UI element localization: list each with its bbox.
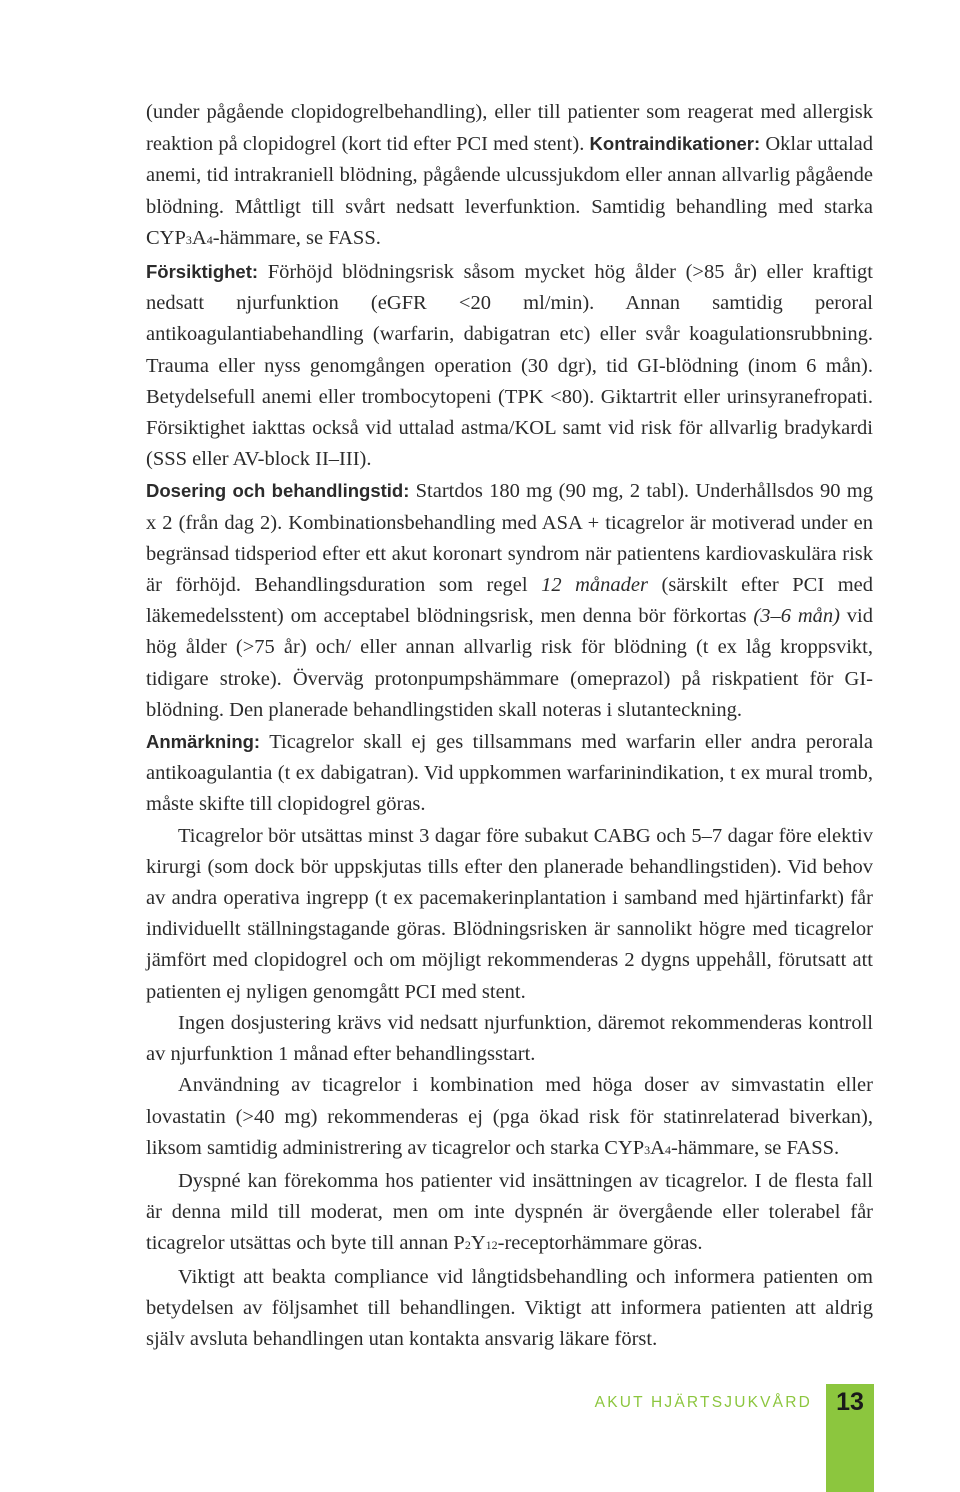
text-run: Användning av ticagrelor i kombination med höga doser av simvastatin eller lovastatin (>40 mg) rekommenderas ej (pga ökad risk för statinrelaterad biverkan), liksom samtidig administrering av ticagrelor och starka CYP — [146, 1074, 873, 1159]
paragraph — [146, 1262, 873, 1356]
text-run: Ticagrelor bör utsättas minst 3 dagar före subakut CABG och 5–7 dagar före elektiv kirurgi (som dock bör uppskjutas tills efter den planerade behandlingstiden). Vid behov av andra operativa ingrepp (t ex pacemakerinplantation i samband med hjärtinfarkt) får individuellt ställningstagande göras. Blödningsrisken är sannolikt högre med ticagrelor jämfört med clopidogrel och om möjligt rekommenderas 2 dygns uppehåll, förutsatt att patienten ej nyligen genomgått PCI med stent. — [146, 824, 873, 1003]
text-run: Viktigt att beakta compliance vid långtidsbehandling och informera patienten om betydelsen av följsamhet till behandlingen. Viktigt att informera patienten att aldrig själv avsluta behandlingen utan kontakta ansvarig läkare först. — [146, 1265, 873, 1350]
paragraph — [146, 256, 873, 475]
emphasis-text: (3–6 mån) — [753, 605, 840, 628]
text-run: -hämmare, se FASS. — [212, 226, 381, 249]
text-run: Ingen dosjustering krävs vid nedsatt njurfunktion, däremot rekommenderas kontroll av njurfunktion 1 månad efter behandlingsstart. — [146, 1011, 873, 1066]
subscript-text: 4 — [206, 232, 213, 247]
subscript-text: 3 — [185, 232, 192, 247]
subscript-text: 3 — [644, 1142, 651, 1157]
text-run: Startdos 180 mg (90 mg, 2 tabl). Underhållsdos 90 mg x 2 (från dag 2). Kombinationsbehandling med ASA + ticagrelor är motiverad under en begränsad tidsperiod efter ett akut koronart syndrom när patientens kardiovaskulära risk är förhöjd. Behandlingsduration som regel — [146, 480, 873, 597]
section-label: Försiktighet: — [146, 261, 259, 283]
section-label: Anmärkning: — [146, 731, 261, 753]
text-run: Ticagrelor skall ej ges tillsammans med warfarin eller andra perorala antikoagulantia (t ex dabigatran). Vid uppkommen warfarinindikation, t ex mural tromb, måste skifte till clopidogrel göras. — [146, 731, 873, 816]
section-label: Dosering och behandlingstid: — [146, 480, 410, 502]
paragraph — [146, 821, 873, 1008]
body-text — [146, 97, 873, 1355]
paragraph — [146, 1070, 873, 1166]
running-footer-title: AKUT HJÄRTSJUKVÅRD — [594, 1394, 812, 1411]
paragraph — [146, 1008, 873, 1070]
text-run: Förhöjd blödningsrisk såsom mycket hög ålder (>85 år) eller kraftigt nedsatt njurfunktion (eGFR <20 ml/min). Annan samtidig peroral antikoagulantiabehandling (warfarin, dabigatran etc) eller svår koagulationsrubbning. Trauma eller nyss genomgången operation (30 dgr), tid GI-blödning (inom 6 mån). Betydelsefull anemi eller trombocytopeni (TPK <80). Giktartrit eller urinsyranefropati. Försiktighet iakttas också vid uttalad astma/KOL samt vid risk för allvarlig bradykardi (SSS eller AV-block II–III). — [146, 261, 873, 471]
text-run: vid hög ålder (>75 år) och/ eller annan allvarlig risk för blödning (t ex låg kroppsvikt, tidigare stroke). Överväg protonpumpshämmare (omeprazol) på riskpatient för GI-blödning. Den planerade behandlingstiden skall noteras i slutanteckning. — [146, 605, 873, 721]
paragraph — [146, 1166, 873, 1262]
paragraph — [146, 97, 873, 256]
text-run: -receptorhämmare göras. — [497, 1232, 703, 1255]
subscript-text: 12 — [485, 1238, 498, 1253]
page-number: 13 — [836, 1388, 864, 1416]
subscript-text: 2 — [464, 1238, 471, 1253]
text-run: -hämmare, se FASS. — [670, 1136, 840, 1159]
text-run: A — [650, 1136, 665, 1159]
text-run: A — [191, 226, 207, 249]
text-run: Oklar uttalad anemi, tid intrakraniell blödning, pågående ulcussjukdom eller annan allvarlig pågående blödning. Måttligt till svårt nedsatt leverfunktion. Samtidig behandling med starka CYP — [146, 133, 874, 249]
text-run: Y — [470, 1232, 486, 1255]
emphasis-text: 12 månader — [541, 574, 649, 597]
paragraph — [146, 726, 873, 821]
text-run: (under pågående clopidogrelbehandling), eller till patienter som reagerat med allergisk reaktion på clopidogrel (kort tid efter PCI med stent). — [146, 101, 873, 156]
text-run: Dyspné kan förekomma hos patienter vid insättningen av ticagrelor. I de flesta fall är denna mild till moderat, men om inte dyspnén är övergående eller tolerabel får ticagrelor utsättas och byte till annan P — [146, 1169, 873, 1255]
section-label: Kontraindikationer: — [589, 133, 761, 155]
paragraph — [146, 475, 873, 726]
subscript-text: 4 — [664, 1142, 671, 1157]
page-number-tab — [826, 1384, 874, 1492]
text-run: (särskilt efter PCI med läkemedelsstent) om acceptabel blödningsrisk, men denna bör förkortas — [146, 574, 873, 628]
